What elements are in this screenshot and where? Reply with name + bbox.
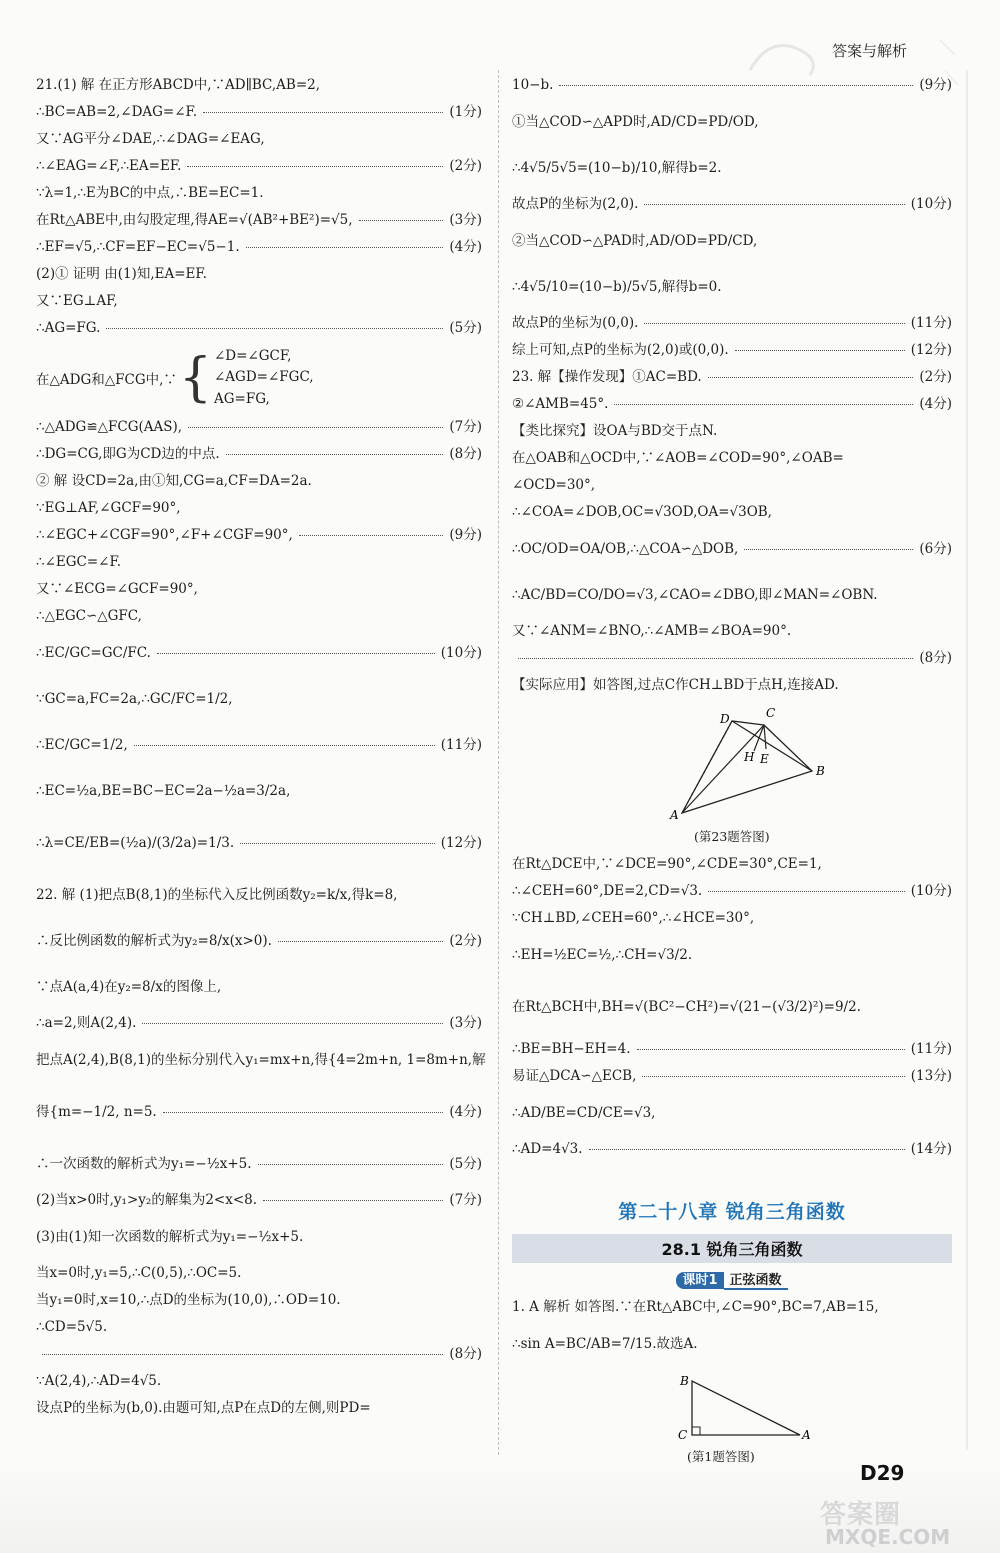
- brace-icon: {: [178, 348, 212, 408]
- line-text: (2)当x>0时,y₁>y₂的解集为2<x<8.: [36, 1192, 258, 1209]
- right-column: [512, 72, 952, 1465]
- solution-line: [36, 1187, 482, 1214]
- leader-dots: [142, 1023, 443, 1024]
- brace-prefix: 在△ADG和△FCG中,∵: [36, 372, 177, 388]
- leader-dots: [246, 247, 444, 248]
- solution-line: [512, 310, 952, 337]
- line-text: 在Rt△ABE中,由勾股定理,得AE=√(AB²+BE²)=√5,: [36, 212, 353, 229]
- line-text: ①当△COD∽△APD时,AD/CD=PD/OD,: [512, 113, 759, 130]
- line-text: 得{m=−1/2, n=5.: [36, 1103, 157, 1120]
- line-text: 又∵∠ANM=∠BNO,∴∠AMB=∠BOA=90°.: [512, 623, 792, 640]
- score-mark: (7分): [449, 419, 482, 436]
- line-text: 21.(1) 解 在正方形ABCD中,∵AD∥BC,AB=2,: [36, 77, 321, 94]
- brace-row: ∠AGD=∠FGC,: [214, 369, 314, 386]
- fig23-label: A: [670, 808, 679, 822]
- line-text: ∠OCD=30°,: [512, 477, 596, 494]
- line-text: ∴△EGC∽△GFC,: [36, 608, 142, 625]
- score-mark: (3分): [449, 1015, 482, 1032]
- line-text: 又∵∠ECG=∠GCF=90°,: [36, 581, 198, 598]
- score-mark: (6分): [919, 540, 952, 557]
- score-mark: (4分): [919, 396, 952, 413]
- solution-line: [36, 768, 482, 814]
- solution-line: [512, 445, 952, 472]
- leader-dots: [106, 328, 443, 329]
- solution-line: [36, 441, 482, 468]
- fig23-label: B: [816, 764, 825, 778]
- brace-row: ∠D=∠GCF,: [214, 347, 292, 364]
- solution-line: [36, 964, 482, 1010]
- leader-dots: [559, 85, 913, 86]
- solution-line: [36, 1037, 486, 1083]
- solution-line: [512, 1136, 952, 1163]
- score-mark: (10分): [910, 883, 952, 900]
- score-mark: (11分): [910, 315, 952, 332]
- page-number: D29: [860, 1461, 905, 1485]
- line-text: ② 解 设CD=2a,由①知,CG=a,CF=DA=2a.: [36, 473, 312, 490]
- solution-line: [512, 337, 952, 364]
- solution-line: [512, 391, 952, 418]
- solution-line: [36, 676, 482, 722]
- leader-dots: [299, 535, 444, 536]
- solution-line: [512, 978, 952, 1036]
- congruence-conditions: [36, 342, 482, 414]
- line-text: ∴CD=5√5.: [36, 1319, 108, 1336]
- line-text: 在Rt△DCE中,∵∠DCE=90°,∠CDE=30°,CE=1,: [512, 856, 822, 873]
- line-text: ∴BC=AB=2,∠DAG=∠F.: [36, 104, 198, 121]
- solution-line: [36, 1341, 482, 1368]
- line-text: ∴∠EGC+∠CGF=90°,∠F+∠CGF=90°,: [36, 527, 293, 544]
- line-text: ∴sin A=BC/AB=7/15.故选A.: [512, 1335, 698, 1352]
- line-text: ∴EF=√5,∴CF=EF−EC=√5−1.: [36, 239, 240, 256]
- score-mark: (3分): [449, 212, 482, 229]
- line-text: ∴BE=BH−EH=4.: [512, 1041, 631, 1058]
- solution-line: [512, 99, 952, 145]
- leader-dots: [278, 941, 443, 942]
- solution-line: [512, 672, 952, 699]
- score-mark: (9分): [919, 77, 952, 94]
- line-text: 又∵EG⊥AF,: [36, 293, 118, 310]
- column-divider: [498, 70, 499, 1455]
- leader-dots: [240, 843, 435, 844]
- line-text: ∴a=2,则A(2,4).: [36, 1015, 137, 1032]
- solution-line: [36, 1368, 482, 1395]
- line-text: 设点P的坐标为(b,0).由题可知,点P在点D的左侧,则PD=: [36, 1400, 371, 1417]
- score-mark: (14分): [910, 1141, 952, 1158]
- line-text: ∵λ=1,∴E为BC的中点,∴BE=EC=1.: [36, 185, 264, 202]
- figure-23: [662, 703, 832, 823]
- solution-line: [512, 618, 952, 645]
- line-text: ∴∠CEH=60°,DE=2,CD=√3.: [512, 883, 703, 900]
- line-text: 综上可知,点P的坐标为(2,0)或(0,0).: [512, 342, 729, 359]
- solution-line: [512, 364, 952, 391]
- score-mark: (1分): [449, 104, 482, 121]
- score-mark: (7分): [449, 1192, 482, 1209]
- score-mark: (5分): [449, 1155, 482, 1172]
- line-text: ∴AG=FG.: [36, 320, 101, 337]
- left-column: [36, 72, 486, 1422]
- solution-line: [36, 72, 482, 99]
- line-text: 在△OAB和△OCD中,∵∠AOB=∠COD=90°,∠OAB=: [512, 450, 844, 467]
- line-text: 故点P的坐标为(2,0).: [512, 196, 639, 213]
- solution-line: [36, 1083, 482, 1141]
- leader-dots: [263, 1200, 443, 1201]
- line-text: 10−b.: [512, 77, 554, 94]
- score-mark: (10分): [440, 644, 482, 661]
- line-text: (3)由(1)知一次函数的解析式为y₁=−½x+5.: [36, 1228, 304, 1245]
- score-mark: (4分): [449, 1103, 482, 1120]
- line-text: ∴OC/OD=OA/OB,∴△COA∽△DOB,: [512, 540, 739, 557]
- fig23-label: H: [744, 750, 755, 764]
- score-mark: (12分): [910, 342, 952, 359]
- solution-line: [512, 418, 952, 445]
- solution-line: [36, 576, 482, 603]
- line-text: ∴∠EGC=∠F.: [36, 554, 122, 571]
- solution-line: [36, 1141, 482, 1187]
- score-mark: (2分): [449, 158, 482, 175]
- line-text: ∴4√5/10=(10−b)/5√5,解得b=0.: [512, 278, 722, 295]
- fig23-label: E: [760, 752, 769, 766]
- brace-row: AG=FG,: [214, 390, 270, 407]
- solution-line: [512, 1090, 952, 1136]
- line-text: ②当△COD∽△PAD时,AD/OD=PD/CD,: [512, 232, 758, 249]
- line-text: ∴反比例函数的解析式为y₂=8/x(x>0).: [36, 932, 272, 949]
- solution-line: [512, 1063, 952, 1090]
- score-mark: (9分): [449, 527, 482, 544]
- figure-1: [672, 1373, 812, 1443]
- lesson-header: [512, 1269, 952, 1288]
- solution-line: [512, 264, 952, 310]
- lesson-title: 正弦函数: [724, 1273, 788, 1290]
- leader-dots: [42, 1354, 443, 1355]
- line-text: ∵A(2,4),∴AD=4√5.: [36, 1373, 162, 1390]
- leader-dots: [359, 220, 444, 221]
- line-text: ∴EC=½a,BE=BC−EC=2a−½a=3/2a,: [36, 782, 291, 799]
- score-mark: (11分): [910, 1041, 952, 1058]
- score-mark: (10分): [910, 196, 952, 213]
- line-text: 在Rt△BCH中,BH=√(BC²−CH²)=√(21−(√3/2)²)=9/2.: [512, 998, 861, 1015]
- leader-dots: [188, 427, 443, 428]
- line-text: ∴EH=½EC=½,∴CH=√3/2.: [512, 946, 693, 963]
- leader-dots: [134, 745, 435, 746]
- solution-line: [36, 1287, 482, 1314]
- line-text: ∴EC/GC=1/2,: [36, 736, 128, 753]
- solution-line: [36, 207, 482, 234]
- fig1-label: A: [802, 1428, 811, 1442]
- solution-line: [36, 414, 482, 441]
- solution-line: [512, 472, 952, 499]
- score-mark: (13分): [910, 1068, 952, 1085]
- solution-line: [512, 1321, 952, 1367]
- solution-line: [512, 878, 952, 905]
- solution-line: [36, 126, 482, 153]
- line-text: 又∵AG平分∠DAE,∴∠DAG=∠EAG,: [36, 131, 265, 148]
- solution-line: [36, 630, 482, 676]
- solution-line: [512, 645, 952, 672]
- solution-line: [36, 872, 482, 918]
- line-text: 把点A(2,4),B(8,1)的坐标分别代入y₁=mx+n,得{4=2m+n, 1=8m+n,解: [36, 1051, 486, 1068]
- leader-dots: [644, 323, 904, 324]
- line-text: 故点P的坐标为(0,0).: [512, 315, 639, 332]
- leader-dots: [637, 1049, 905, 1050]
- leader-dots: [157, 653, 435, 654]
- score-mark: (4分): [449, 239, 482, 256]
- line-text: 【类比探究】设OA与BD交于点N.: [512, 423, 718, 440]
- leader-dots: [258, 1164, 444, 1165]
- score-mark: (8分): [919, 650, 952, 667]
- line-text: ∴AD=4√3.: [512, 1141, 583, 1158]
- score-mark: (8分): [449, 446, 482, 463]
- solution-line: [36, 1214, 482, 1260]
- solution-line: [36, 918, 482, 964]
- fig1-label: C: [678, 1428, 688, 1442]
- leader-dots: [518, 658, 913, 659]
- leader-dots: [644, 204, 904, 205]
- line-text: 22. 解 (1)把点B(8,1)的坐标代入反比例函数y₂=k/x,得k=8,: [36, 886, 398, 903]
- solution-line: [36, 1395, 482, 1422]
- line-text: ∴AC/BD=CO/DO=√3,∠CAO=∠DBO,即∠MAN=∠OBN.: [512, 586, 878, 603]
- solution-line: [36, 99, 482, 126]
- leader-dots: [163, 1112, 444, 1113]
- chapter-title: 第二十八章 锐角三角函数: [618, 1201, 846, 1223]
- line-text: 23. 解【操作发现】①AC=BD.: [512, 369, 702, 386]
- line-text: ∵EG⊥AF,∠GCF=90°,: [36, 500, 181, 517]
- solution-line: [36, 522, 482, 549]
- solution-line: [36, 180, 482, 207]
- figure-23-caption: (第23题答图): [694, 829, 770, 844]
- leader-dots: [642, 1076, 904, 1077]
- solution-line: [36, 1260, 482, 1287]
- solution-line: [36, 495, 482, 522]
- solution-line: [36, 315, 482, 342]
- solution-line: [512, 905, 952, 932]
- solution-line: [512, 218, 952, 264]
- line-text: ∴λ=CE/EB=(½a)/(3/2a)=1/3.: [36, 834, 235, 851]
- solution-line: [512, 1036, 952, 1063]
- score-mark: (8分): [449, 1346, 482, 1363]
- leader-dots: [226, 454, 444, 455]
- line-text: ∴∠COA=∠DOB,OC=√3OD,OA=√3OB,: [512, 504, 772, 521]
- solution-line: [512, 145, 952, 191]
- line-text: 1. A 解析 如答图.∵在Rt△ABC中,∠C=90°,BC=7,AB=15,: [512, 1299, 879, 1316]
- line-text: ∴EC/GC=GC/FC.: [36, 644, 151, 661]
- line-text: 当y₁=0时,x=10,∴点D的坐标为(10,0),∴OD=10.: [36, 1292, 341, 1309]
- line-text: ∴∠EAG=∠F,∴EA=EF.: [36, 158, 182, 175]
- solution-line: [36, 261, 482, 288]
- solution-line: [512, 72, 952, 99]
- leader-dots: [614, 404, 913, 405]
- solution-line: [512, 499, 952, 526]
- solution-line: [36, 1314, 482, 1341]
- solution-line: [512, 851, 952, 878]
- watermark-logo: 答案圈: [820, 1500, 902, 1530]
- solution-line: [36, 603, 482, 630]
- line-text: 易证△DCA∽△ECB,: [512, 1068, 637, 1085]
- header-title: 答案与解析: [832, 42, 908, 60]
- line-text: ∴4√5/5√5=(10−b)/10,解得b=2.: [512, 159, 722, 176]
- solution-line: [36, 722, 482, 768]
- line-text: 当x=0时,y₁=5,∴C(0,5),∴OC=5.: [36, 1265, 242, 1282]
- score-mark: (2分): [919, 369, 952, 386]
- fig1-label: B: [680, 1374, 689, 1388]
- leader-dots: [708, 377, 914, 378]
- solution-line: [512, 572, 952, 618]
- solution-line: [36, 1010, 482, 1037]
- leader-dots: [187, 166, 443, 167]
- score-mark: (2分): [449, 932, 482, 949]
- solution-line: [512, 932, 952, 978]
- solution-line: [512, 526, 952, 572]
- fig23-label: D: [720, 712, 730, 726]
- line-text: ∴DG=CG,即G为CD边的中点.: [36, 446, 220, 463]
- solution-line: [36, 153, 482, 180]
- line-text: ∵CH⊥BD,∠CEH=60°,∴∠HCE=30°,: [512, 910, 755, 927]
- solution-line: [512, 191, 952, 218]
- solution-line: [512, 1294, 952, 1321]
- line-text: ∴△ADG≌△FCG(AAS),: [36, 419, 183, 436]
- line-text: ∴AD/BE=CD/CE=√3,: [512, 1104, 656, 1121]
- score-mark: (12分): [440, 834, 482, 851]
- section-title: 28.1 锐角三角函数: [512, 1234, 952, 1263]
- line-text: ∵点A(a,4)在y₂=8/x的图像上,: [36, 978, 222, 995]
- leader-dots: [589, 1149, 905, 1150]
- figure-1-caption: (第1题答图): [687, 1449, 755, 1464]
- line-text: ∴一次函数的解析式为y₁=−½x+5.: [36, 1155, 252, 1172]
- solution-line: [36, 814, 482, 872]
- fig23-label: C: [766, 706, 776, 720]
- leader-dots: [744, 549, 913, 550]
- solution-line: [36, 549, 482, 576]
- score-mark: (11分): [440, 736, 482, 753]
- side-frame: [960, 70, 968, 1450]
- watermark-url: MXQE.COM: [825, 1525, 951, 1549]
- leader-dots: [203, 112, 443, 113]
- line-text: ②∠AMB=45°.: [512, 396, 609, 413]
- solution-line: [36, 468, 482, 495]
- leader-dots: [708, 891, 905, 892]
- line-text: ∵GC=a,FC=2a,∴GC/FC=1/2,: [36, 690, 233, 707]
- score-mark: (5分): [449, 320, 482, 337]
- solution-line: [36, 234, 482, 261]
- line-text: (2)① 证明 由(1)知,EA=EF.: [36, 266, 207, 283]
- solution-line: [36, 288, 482, 315]
- lesson-badge: 课时1: [676, 1272, 723, 1289]
- line-text: 【实际应用】如答图,过点C作CH⊥BD于点H,连接AD.: [512, 677, 839, 694]
- leader-dots: [735, 350, 905, 351]
